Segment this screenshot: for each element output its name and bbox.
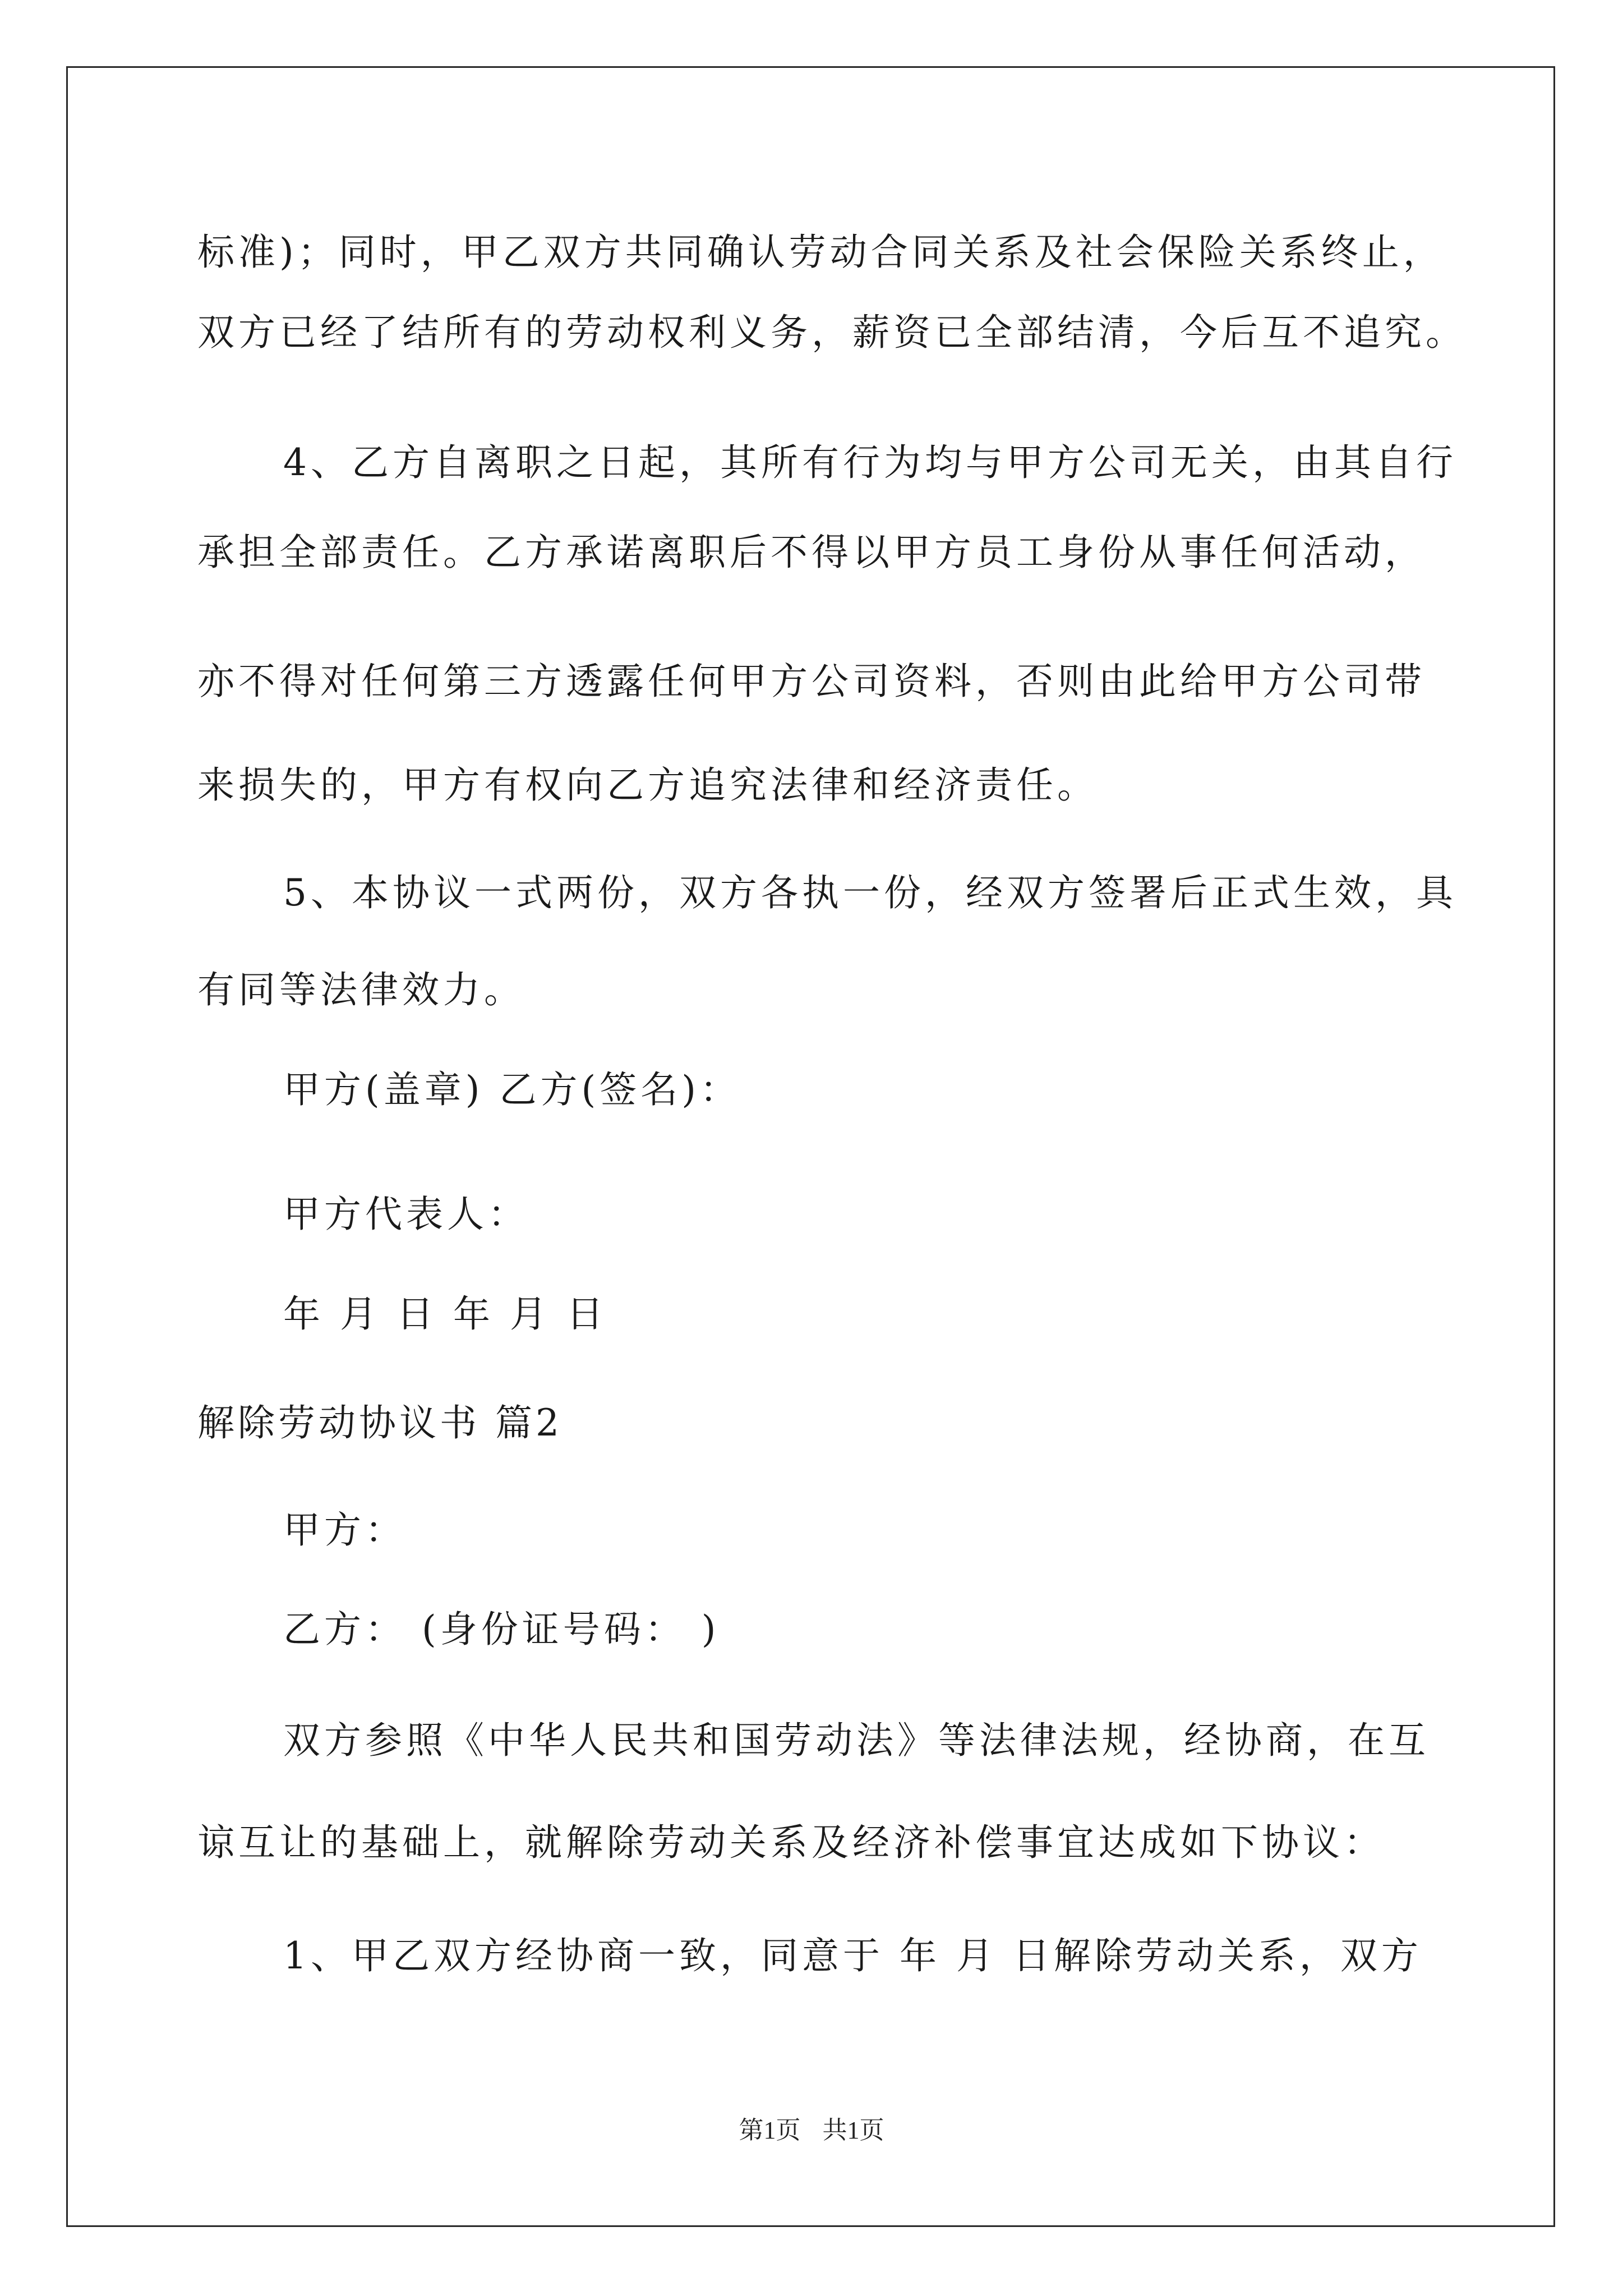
page-footer [0, 2114, 1623, 2147]
clause-5-line-2: 有同等法律效力。 [197, 968, 525, 1011]
party-a-line: 甲方： [283, 1508, 406, 1552]
signature-line: 甲方(盖章) 乙方(签名)： [283, 1068, 741, 1111]
preamble-line-1: 双方参照《中华人民共和国劳动法》等法律法规，经协商，在互 [283, 1719, 1430, 1762]
clause-5-line-1: 5、本协议一式两份，双方各执一份，经双方签署后正式生效，具 [283, 871, 1457, 914]
clause-1-line-1: 1、甲乙双方经协商一致，同意于 年 月 日解除劳动关系，双方 [283, 1934, 1422, 1977]
current-page-label: 第1页 [739, 2116, 801, 2144]
preamble-line-2: 谅互让的基础上，就解除劳动关系及经济补偿事宜达成如下协议： [197, 1821, 1385, 1864]
date-line: 年 月 日 年 月 日 [283, 1292, 607, 1336]
section-heading: 解除劳动协议书 篇2 [197, 1401, 562, 1444]
text-line-1: 标准)；同时，甲乙双方共同确认劳动合同关系及社会保险关系终止， [197, 231, 1444, 274]
page-border [66, 66, 1555, 2227]
clause-4-line-2: 承担全部责任。乙方承诺离职后不得以甲方员工身份从事任何活动， [197, 531, 1426, 574]
party-b-line: 乙方： (身份证号码： ) [283, 1608, 720, 1651]
clause-4-line-4: 来损失的，甲方有权向乙方追究法律和经济责任。 [197, 763, 1098, 807]
total-pages-label: 共1页 [822, 2116, 884, 2144]
clause-4-line-3: 亦不得对任何第三方透露任何甲方公司资料，否则由此给甲方公司带 [197, 660, 1426, 703]
text-line-2: 双方已经了结所有的劳动权利义务，薪资已全部结清，今后互不追究。 [197, 311, 1467, 354]
representative-line: 甲方代表人： [283, 1193, 529, 1236]
clause-4-line-1: 4、乙方自离职之日起，其所有行为均与甲方公司无关，由其自行 [283, 441, 1457, 484]
